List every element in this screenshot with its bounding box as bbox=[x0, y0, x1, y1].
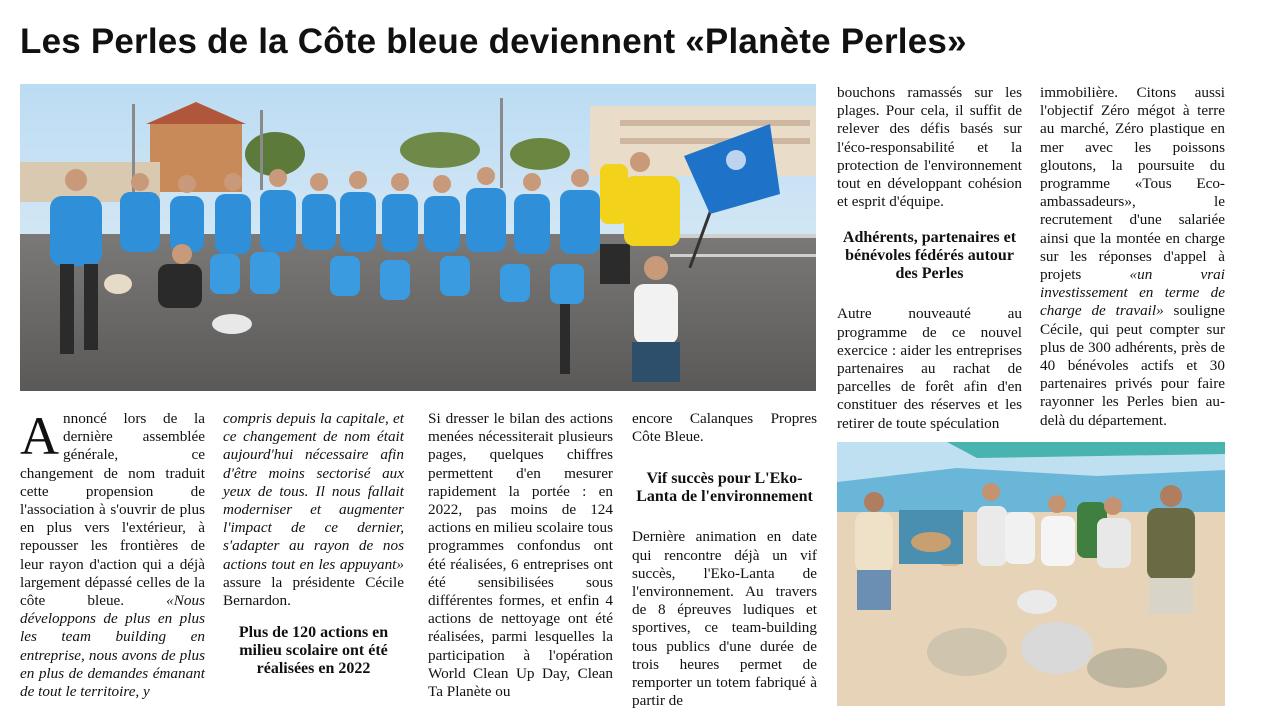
col2-text: assure la présidente Cécile Bernardon. bbox=[223, 573, 404, 610]
col5-text1: bouchons ramassés sur les plages. Pour cela, il suffit de relever des défis basés sur l'éco-responsabilité et la protection de l'environnement tout en développant cohésion et esprit d'équipe. bbox=[837, 84, 1022, 211]
col6-text1: immobilière. Citons aussi l'objectif Zéro mégot à terre au marché, Zéro plastique en mer avec les poissons gloutons, la poursuite du programme «Tous Eco-ambassadeurs», le recrutement d'une salariée ainsi que la montée en charge sur les réponses d'appel à projets bbox=[1040, 84, 1225, 284]
col6-quote: «un vrai investissement en terme de charge de travail» bbox=[1040, 266, 1225, 320]
col2-quote: compris depuis la capitale, et ce changement de nom était aujourd'hui nécessaire afin d'être moins sectorisé aux yeux de tous. Il nous fallait moderniser et augmenter l'impact de ce dernier, s'adapter au rayon de nos actions tout en les appuyant» bbox=[223, 410, 404, 573]
col5-text2: Autre nouveauté au programme de ce nouvel exercice : aider les entreprises partenaires au rachat de parcelles de forêt afin d'en constituer des réserves et les retirer de toute spéculation bbox=[837, 305, 1022, 432]
col1-quote: «Nous développons de plus en plus les team building en entreprise, nous avons de plus en plus de demandes émanant de tout le territoire, y bbox=[20, 592, 205, 701]
group-photo bbox=[20, 84, 816, 391]
article-column-2 bbox=[223, 410, 404, 692]
beach-photo bbox=[837, 442, 1225, 706]
article-column-5 bbox=[837, 84, 1022, 433]
col1-text: nnoncé lors de la dernière assemblée générale, ce changement de nom traduit cette propension de l'association à s'ouvrir de plus en plus vers l'extérieur, à repousser les frontières de leur rayon d'action qui a déjà largement dépassé celles de la côte bleue. bbox=[20, 410, 205, 610]
article-column-1 bbox=[20, 406, 205, 701]
subhead-actions-scolaires: Plus de 120 actions en milieu scolaire ont été réalisées en 2022 bbox=[238, 624, 389, 678]
drop-cap: A bbox=[20, 406, 59, 466]
article-column-4 bbox=[632, 410, 817, 710]
headline: Les Perles de la Côte bleue deviennent «Planète Perles» bbox=[20, 22, 967, 61]
col6-text2: souligne Cécile, qui peut compter sur plus de 300 adhérents, près de 40 bénévoles actifs et 30 partenaires privés pour faire rayonner les Perles bien au-delà du département. bbox=[1040, 302, 1225, 429]
article-column-3 bbox=[428, 410, 613, 701]
subhead-adherents: Adhérents, partenaires et bénévoles fédérés autour des Perles bbox=[842, 229, 1017, 283]
col4-text1: encore Calanques Propres Côte Bleue. bbox=[632, 410, 817, 446]
col4-text2: Dernière animation en date qui rencontre déjà un vif succès, l'Eko-Lanta de l'environnement. Au travers de 8 épreuves ludiques et sportives, ce team-building tous publics d'une durée de trois heures permet de remporter un totem fabriqué à partir de bbox=[632, 528, 817, 710]
article-column-6 bbox=[1040, 84, 1225, 430]
col3-text: Si dresser le bilan des actions menées nécessiterait plusieurs pages, quelques chiffres permettent d'en mesurer rapidement la portée : en 2022, pas moins de 124 actions en milieu scolaire tous programmes confondus ont été réalisées, 6 entreprises ont été sensibilisées sous différentes formes, et enfin 4 actions de nettoyage ont été réalisées, parmi lesquelles la participation à l'opération World Clean Up Day, Clean Ta Planète ou bbox=[428, 410, 613, 701]
subhead-eko-lanta: Vif succès pour L'Eko-Lanta de l'environnement bbox=[636, 470, 813, 506]
